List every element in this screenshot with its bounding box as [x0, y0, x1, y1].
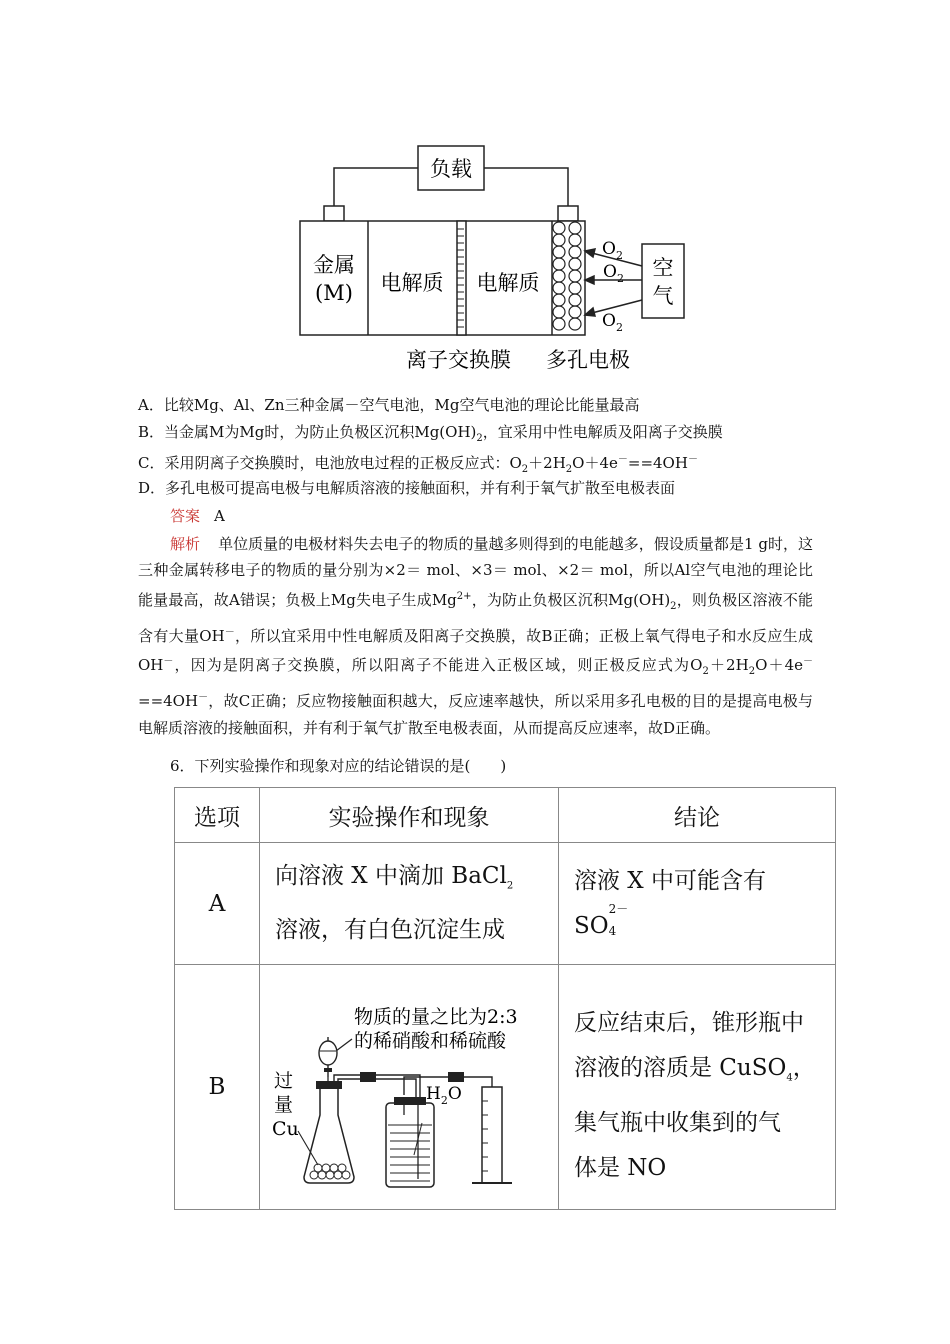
excess-label-1: 过 [274, 1070, 294, 1092]
option-a: A．比较Mg、Al、Zn三种金属－空气电池，Mg空气电池的理论比能量最高 [138, 396, 640, 414]
o2-label-1: $O_2$ [602, 239, 623, 262]
header-option: 选项 [175, 788, 260, 843]
question-6-stem: 6．下列实验操作和现象对应的结论错误的是( ) [170, 757, 507, 775]
option-b: B．当金属M为Mg时，为防止负极区沉积$Mg(OH)_2$，宜采用中性电解质及阳离子交换膜 [138, 423, 723, 444]
excess-label-2: 量 [274, 1094, 294, 1116]
answer-value: A [214, 507, 225, 525]
table-header-row [175, 788, 836, 843]
options-table [174, 787, 836, 1210]
water-label: $H_2O$ [426, 1084, 462, 1107]
analysis-label: 解析 [170, 535, 201, 553]
answer-label: 答案 [170, 507, 201, 525]
row-b-option: B [175, 965, 260, 1210]
header-operation: 实验操作和现象 [260, 788, 559, 843]
acid-ratio-label: 物质的量之比为2:3 [354, 1006, 518, 1028]
metal-m-label: (M) [315, 281, 353, 305]
table-row [175, 843, 836, 965]
option-d: D．多孔电极可提高电极与电解质溶液的接触面积，并有利于氧气扩散至电极表面 [138, 479, 676, 497]
air-label-2: 气 [652, 284, 674, 308]
analysis-paragraph: 解析 单位质量的电极材料失去电子的物质的量越多则得到的电能越多，假设质量都是1 g时，这三种金属转移电子的物质的量分别为×2＝ mol、×3＝ mol、×2＝ mol，所以Al空气电池的理论比能量最高，故A错误；负极上Mg失电子生成$Mg^{2+}$，为防止负极区沉积$Mg(OH)_2$，则负极区溶液不能含有大量OH－，所以宜采用中性电解质及阳离子交换膜，故B正确；正极上氧气得电子和水反应生成OH－，因为是阴离子交换膜，所以阳离子不能进入正极区域，则正极反应式为$O_2+2H_2O+4e^-==4OH^-$，故C正确；反应物接触面积越大，反应速率越快，所以采用多孔电极的目的是提高电极与电解质溶液的接触面积，并有利于氧气扩散至电极表面，从而提高反应速率，故D正确。 [138, 535, 814, 737]
table-row [175, 965, 836, 1210]
answer-line [170, 503, 225, 529]
battery-diagram [296, 140, 696, 376]
metal-label: 金属 [313, 253, 355, 277]
header-conclusion: 结论 [559, 788, 836, 843]
row-a-option: A [175, 843, 260, 965]
load-label: 负载 [430, 157, 472, 181]
row-a-conclusion: 溶液 X 中可能含有 SO 2－ 4 [559, 843, 836, 965]
o2-label-2: $O_2$ [603, 262, 624, 285]
row-b-conclusion: 反应结束后，锥形瓶中 溶液的溶质是 CuSO$_4$， 集气瓶中收集到的气 体是 NO [559, 965, 836, 1210]
acid-name-label: 的稀硝酸和稀硫酸 [354, 1030, 507, 1052]
row-a-operation: 向溶液 X 中滴加 BaCl$_2$ 溶液，有白色沉淀生成 [260, 843, 559, 965]
electrolyte-right-label: 电解质 [476, 271, 540, 295]
electrolyte-left-label: 电解质 [380, 271, 444, 295]
cu-label: Cu [272, 1118, 299, 1140]
electrode-label: 多孔电极 [546, 348, 630, 372]
o2-label-3: $O_2$ [602, 311, 623, 334]
air-label-1: 空 [652, 256, 674, 280]
row-b-apparatus [260, 965, 559, 1210]
option-c: C．采用阴离子交换膜时，电池放电过程的正极反应式：$O_2+2H_2O+4e^-==4OH^-$ [138, 454, 698, 475]
apparatus-figure [260, 965, 556, 1209]
membrane-label: 离子交换膜 [406, 348, 511, 372]
